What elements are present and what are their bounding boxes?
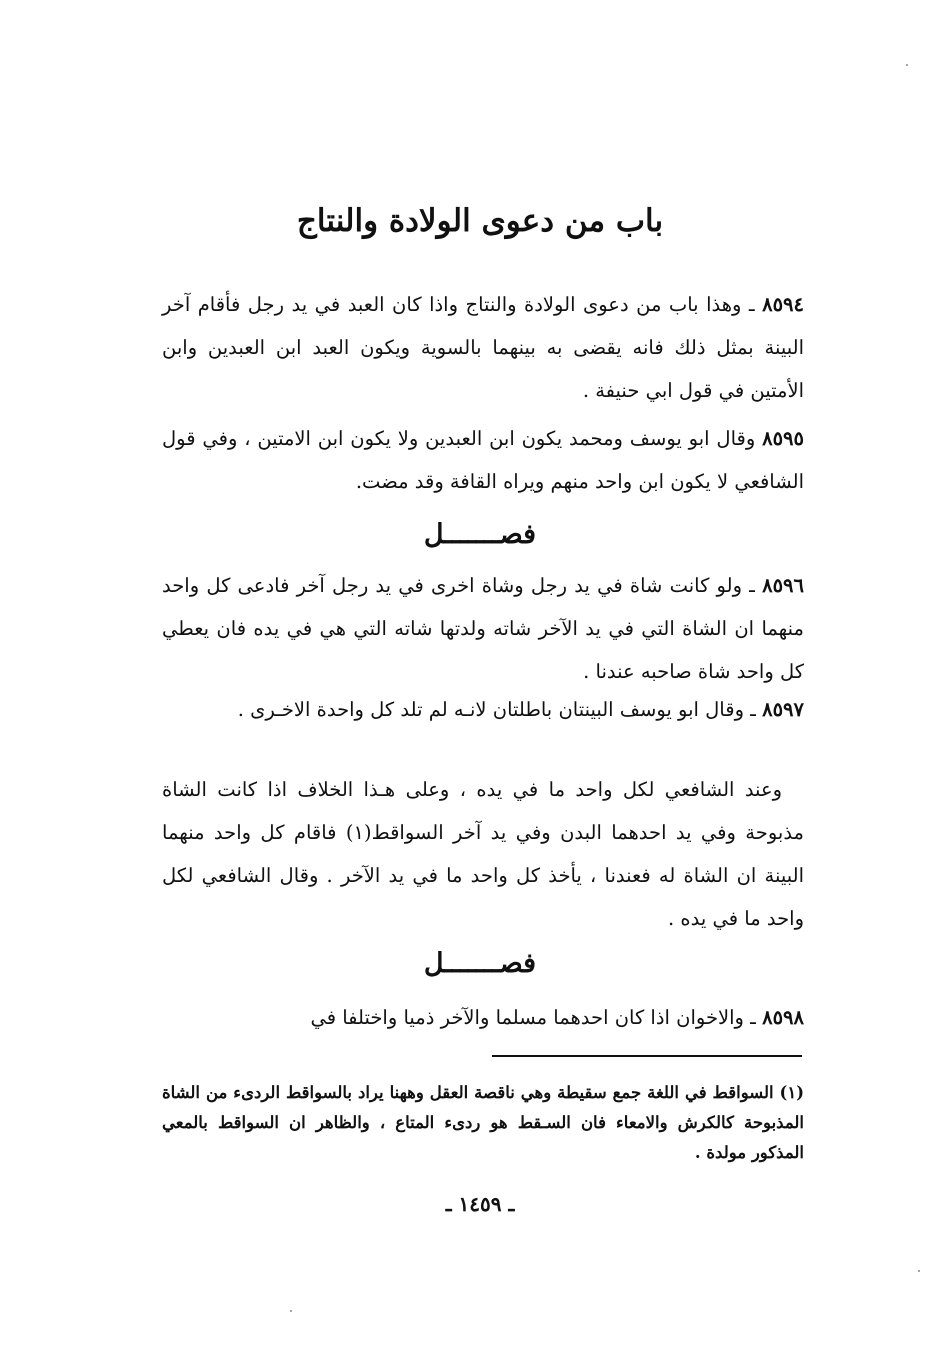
paragraph-text: وقال ابو يوسف ومحمد يكون ابن العبدين ولا يكون ابن الامتين ، وفي قول الشافعي لا يكون ابن واحد منهم ويراه القافة وقد مضت.: [162, 427, 804, 493]
section-heading: فصـــــــل: [423, 519, 537, 550]
paragraph-number: ٨٥٩٧: [762, 698, 804, 721]
paragraph-text: ـ وهذا باب من دعوى الولادة والنتاج واذا كان العبد في يد رجل فأقام آخر البينة بمثل ذلك فانه يقضى به بينهما بالسوية ويكون العبد ابن العبدين وابن الأمتين في قول ابي حنيفة .: [162, 293, 804, 402]
chapter-title: باب من دعوى الولادة والنتاج: [296, 203, 664, 239]
paragraph-text: ـ وقال ابو يوسف البينتان باطلتان لانـه لم تلد كل واحدة الاخـرى .: [237, 698, 763, 721]
paragraph-number: ٨٥٩٥: [762, 427, 804, 450]
paragraph-8596: [162, 564, 804, 693]
paragraph-8597: [162, 688, 804, 731]
paragraph-number: ٨٥٩٦: [762, 574, 804, 597]
paragraph-text: وعند الشافعي لكل واحد ما في يده ، وعلى هـذا الخلاف اذا كانت الشاة مذبوحة وفي يد احدهما البدن وفي يد آخر السواقط(١) فاقام كل واحد منهما البينة ان الشاة له فعندنا ، يأخذ كل واحد ما في يد الآخر . وقال الشافعي لكل واحد ما في يده .: [162, 778, 804, 930]
paragraph-8598: [162, 996, 804, 1039]
paragraph-text: ـ والاخوان اذا كان احدهما مسلما والآخر ذميا واختلفا في: [310, 1006, 763, 1029]
section-heading: فصـــــــل: [423, 948, 537, 979]
paragraph-8595: [162, 417, 804, 503]
scan-speck: [906, 64, 908, 66]
paragraph-8594: [162, 283, 804, 412]
page-number: ـ ١٤٥٩ ـ: [445, 1192, 515, 1216]
paragraph-number: ٨٥٩٨: [762, 1006, 804, 1029]
footnote: (١) السواقط في اللغة جمع سقيطة وهي ناقصة العقل وههنا يراد بالسواقط الردىء من الشاة المذبوحة كالكرش والامعاء فان السـقط هو ردىء المتاع ، والظاهر ان السواقط بالمعي المذكور مولدة .: [162, 1083, 804, 1162]
paragraph-number: ٨٥٩٤: [762, 293, 804, 316]
paragraph-text: ـ ولو كانت شاة في يد رجل وشاة اخرى في يد رجل آخر فادعى كل واحد منهما ان الشاة التي في يد الآخر شاته ولدتها شاته التي هي في يده فان يعطي كل واحد شاة صاحبه عندنا .: [162, 574, 804, 683]
scan-speck: [290, 1310, 292, 1312]
scan-speck: [918, 1270, 920, 1272]
footnote-divider: [492, 1055, 802, 1057]
paragraph-shafii: [162, 768, 804, 940]
